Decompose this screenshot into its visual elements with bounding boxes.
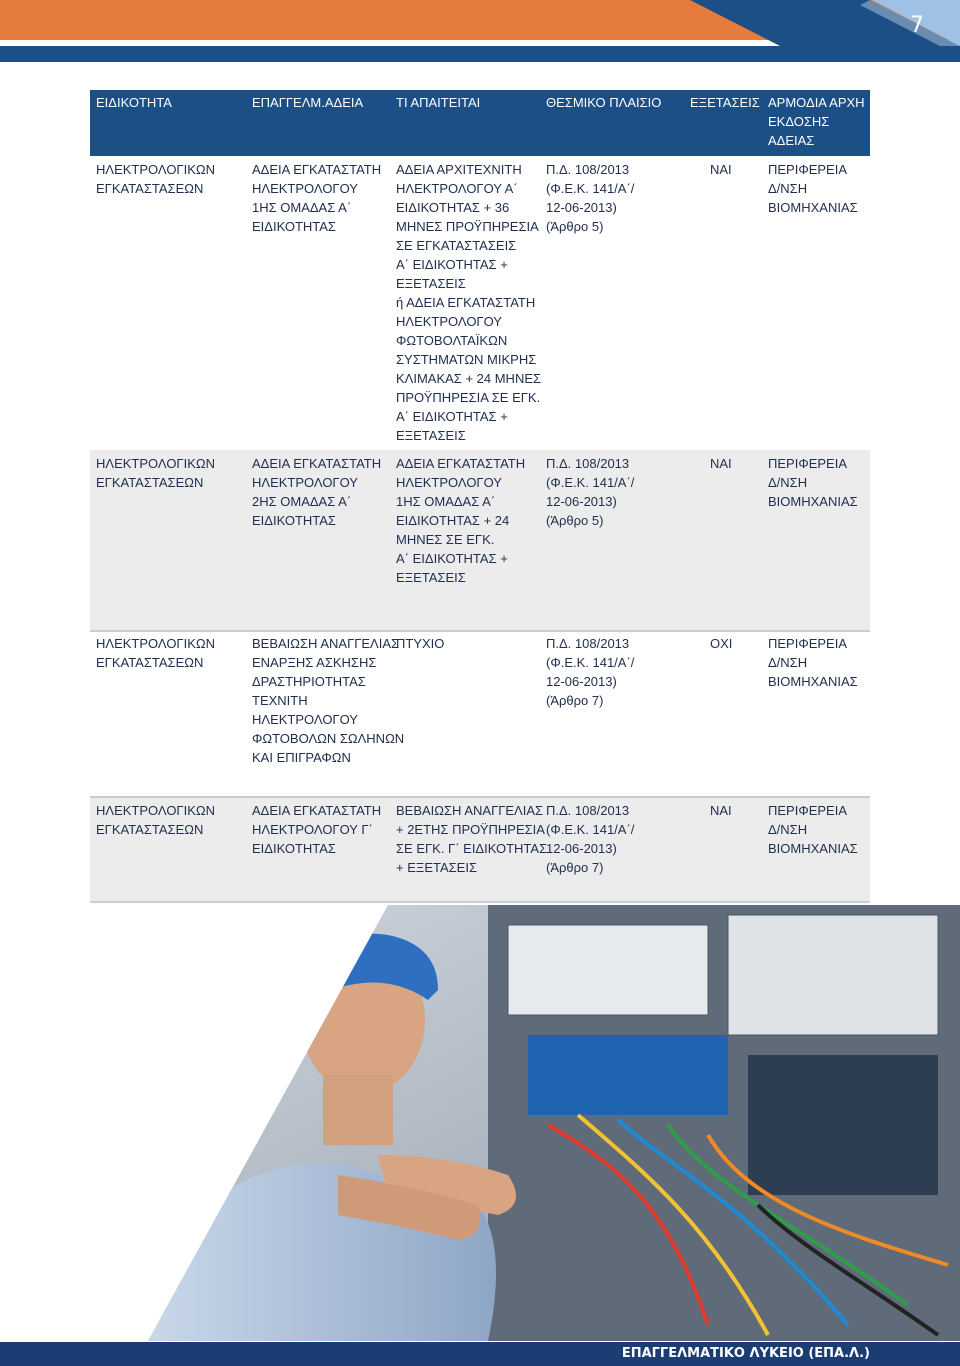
cell-exams: ΝΑΙ — [710, 803, 732, 818]
cell-specialty: ΗΛΕΚΤΡΟΛΟΓΙΚΩΝ ΕΓΚΑΤΑΣΤΑΣΕΩΝ — [96, 803, 215, 837]
cell-exams: ΟΧΙ — [710, 636, 733, 651]
header-license: ΕΠΑΓΓΕΛΜ.ΑΔΕΙΑ — [252, 95, 364, 110]
cell-framework: Π.Δ. 108/2013 (Φ.Ε.Κ. 141/Α΄/ 12-06-2013) (Άρθρο 5) — [546, 162, 635, 234]
page-number: 7 — [910, 13, 924, 38]
cell-specialty: ΗΛΕΚΤΡΟΛΟΓΙΚΩΝ ΕΓΚΑΤΑΣΤΑΣΕΩΝ — [96, 162, 215, 196]
header-framework: ΘΕΣΜΙΚΟ ΠΛΑΙΣΙΟ — [546, 95, 662, 110]
table-row — [90, 158, 870, 450]
header-authority: ΑΡΜΟΔΙΑ ΑΡΧΗ ΕΚΔΟΣΗΣ ΑΔΕΙΑΣ — [768, 95, 865, 148]
cell-authority: ΠΕΡΙΦΕΡΕΙΑ Δ/ΝΣΗ ΒΙΟΜΗΧΑΝΙΑΣ — [768, 636, 858, 689]
cell-authority: ΠΕΡΙΦΕΡΕΙΑ Δ/ΝΣΗ ΒΙΟΜΗΧΑΝΙΑΣ — [768, 162, 858, 215]
footer-bar — [0, 1342, 960, 1366]
row-divider — [90, 901, 870, 903]
table-header — [90, 90, 870, 156]
cell-framework: Π.Δ. 108/2013 (Φ.Ε.Κ. 141/Α΄/ 12-06-2013) (Άρθρο 5) — [546, 456, 635, 528]
cell-authority: ΠΕΡΙΦΕΡΕΙΑ Δ/ΝΣΗ ΒΙΟΜΗΧΑΝΙΑΣ — [768, 803, 858, 856]
cell-requirements: ΠΤΥΧΙΟ — [396, 636, 445, 651]
cell-authority: ΠΕΡΙΦΕΡΕΙΑ Δ/ΝΣΗ ΒΙΟΜΗΧΑΝΙΑΣ — [768, 456, 858, 509]
table-row — [90, 450, 870, 632]
cell-exams: ΝΑΙ — [710, 162, 732, 177]
cell-exams: ΝΑΙ — [710, 456, 732, 471]
cell-framework: Π.Δ. 108/2013 (Φ.Ε.Κ. 141/Α΄/ 12-06-2013) (Άρθρο 7) — [546, 803, 635, 875]
cell-framework: Π.Δ. 108/2013 (Φ.Ε.Κ. 141/Α΄/ 12-06-2013) (Άρθρο 7) — [546, 636, 635, 708]
header-exams: ΕΞΕΤΑΣΕΙΣ — [690, 95, 760, 110]
cell-license: ΑΔΕΙΑ ΕΓΚΑΤΑΣΤΑΤΗ ΗΛΕΚΤΡΟΛΟΓΟΥ 2ΗΣ ΟΜΑΔΑΣ Α΄ ΕΙΔΙΚΟΤΗΤΑΣ — [252, 456, 382, 528]
cell-license: ΑΔΕΙΑ ΕΓΚΑΤΑΣΤΑΤΗ ΗΛΕΚΤΡΟΛΟΓΟΥ 1ΗΣ ΟΜΑΔΑΣ Α΄ ΕΙΔΙΚΟΤΗΤΑΣ — [252, 162, 382, 234]
header-requirements: ΤΙ ΑΠΑΙΤΕΙΤΑΙ — [396, 95, 481, 110]
cell-specialty: ΗΛΕΚΤΡΟΛΟΓΙΚΩΝ ΕΓΚΑΤΑΣΤΑΣΕΩΝ — [96, 456, 215, 490]
top-banner — [0, 0, 960, 62]
cell-requirements: ΑΔΕΙΑ ΑΡΧΙΤΕΧΝΙΤΗ ΗΛΕΚΤΡΟΛΟΓΟΥ Α΄ ΕΙΔΙΚΟΤΗΤΑΣ + 36 ΜΗΝΕΣ ΠΡΟΫΠΗΡΕΣΙΑ ΣΕ ΕΓΚΑΤΑΣΤΑΣΕΙΣ Α΄ ΕΙΔΙΚΟΤΗΤΑΣ + ΕΞΕΤΑΣΕΙΣ ή ΑΔΕΙΑ ΕΓΚΑΤΑΣΤΑΤΗ ΗΛΕΚΤΡΟΛΟΓΟΥ ΦΩΤΟΒΟΛΤΑΪΚΩΝ ΣΥΣΤΗΜΑΤΩΝ ΜΙΚΡΗΣ ΚΛΙΜΑΚΑΣ + 24 ΜΗΝΕΣ ΠΡΟΫΠΗΡΕΣΙΑ ΣΕ ΕΓΚ. Α΄ ΕΙΔΙΚΟΤΗΤΑΣ + ΕΞΕΤΑΣΕΙΣ — [396, 162, 542, 443]
banner-blue-band — [0, 46, 960, 62]
table-row — [90, 632, 870, 796]
cell-requirements: ΒΕΒΑΙΩΣΗ ΑΝΑΓΓΕΛΙΑΣ + 2ΕΤΗΣ ΠΡΟΫΠΗΡΕΣΙΑ ΣΕ ΕΓΚ. Γ΄ ΕΙΔΙΚΟΤΗΤΑΣ + ΕΞΕΤΑΣΕΙΣ — [396, 803, 548, 875]
electrician-photo — [148, 905, 960, 1341]
cell-license: ΒΕΒΑΙΩΣΗ ΑΝΑΓΓΕΛΙΑΣ ΕΝΑΡΞΗΣ ΑΣΚΗΣΗΣ ΔΡΑΣΤΗΡΙΟΤΗΤΑΣ ΤΕΧΝΙΤΗ ΗΛΕΚΤΡΟΛΟΓΟΥ ΦΩΤΟΒΟΛΩΝ ΣΩΛΗΝΩΝ ΚΑΙ ΕΠΙΓΡΑΦΩΝ — [252, 636, 405, 765]
cell-license: ΑΔΕΙΑ ΕΓΚΑΤΑΣΤΑΤΗ ΗΛΕΚΤΡΟΛΟΓΟΥ Γ΄ ΕΙΔΙΚΟΤΗΤΑΣ — [252, 803, 382, 856]
footer-title: ΕΠΑΓΓΕΛΜΑΤΙΚΟ ΛΥΚΕΙΟ (ΕΠΑ.Λ.) — [621, 1346, 870, 1361]
cell-requirements: ΑΔΕΙΑ ΕΓΚΑΤΑΣΤΑΤΗ ΗΛΕΚΤΡΟΛΟΓΟΥ 1ΗΣ ΟΜΑΔΑΣ Α΄ ΕΙΔΙΚΟΤΗΤΑΣ + 24 ΜΗΝΕΣ ΣΕ ΕΓΚ. Α΄ ΕΙΔΙΚΟΤΗΤΑΣ + ΕΞΕΤΑΣΕΙΣ — [396, 456, 526, 585]
table-row — [90, 798, 870, 902]
cell-specialty: ΗΛΕΚΤΡΟΛΟΓΙΚΩΝ ΕΓΚΑΤΑΣΤΑΣΕΩΝ — [96, 636, 215, 670]
header-specialty: ΕΙΔΙΚΟΤΗΤΑ — [96, 95, 172, 110]
